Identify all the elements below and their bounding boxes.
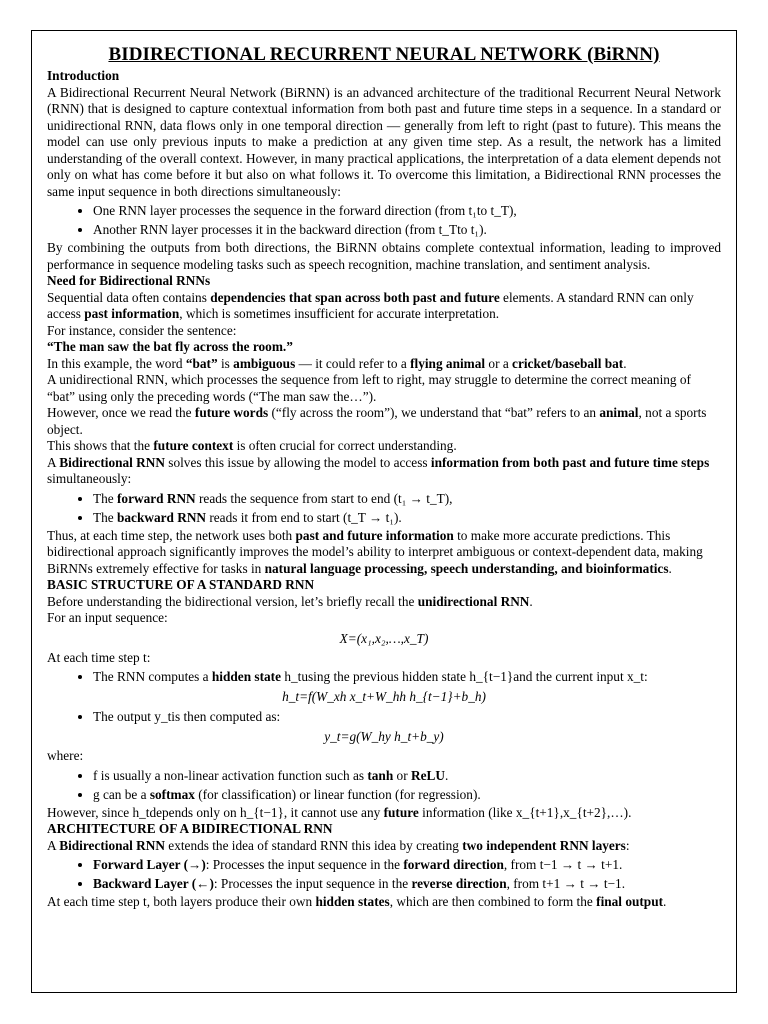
equation-hidden-state: h_t=f(W_xh x_t+W_hh h_{t−1}+b_h): [282, 689, 486, 704]
list-item: • One RNN layer processes the sequence in the forward direction (from t₁to t_T),: [93, 202, 721, 219]
list-item: • Forward Layer (→): Processes the input sequence in the forward direction, from t−1 → t → t+1.: [93, 856, 721, 873]
list-item: • The forward RNN reads the sequence from start to end (t₁ → t_T),: [93, 490, 721, 507]
list-item: • f is usually a non-linear activation function such as tanh or ReLU.: [93, 767, 721, 784]
basic-paragraph-4: However, since h_tdepends only on h_{t−1}, it cannot use any future information (like x_{t+1},x_{t+2},…).: [47, 804, 632, 820]
list-item: • Another RNN layer processes it in the backward direction (from t_Tto t₁).: [93, 221, 721, 238]
heading-need: Need for Bidirectional RNNs: [47, 273, 211, 288]
where-label: where:: [47, 748, 84, 763]
example-sentence: “The man saw the bat fly across the room.”: [47, 339, 293, 354]
output-list: [47, 708, 721, 725]
basic-paragraph-1: Before understanding the bidirectional version, let’s briefly recall the unidirectional RNN.: [47, 593, 533, 609]
heading-architecture: ARCHITECTURE OF A BIDIRECTIONAL RNN: [47, 821, 333, 836]
need-paragraph-4: A unidirectional RNN, which processes the sequence from left to right, may struggle to determine the correct meaning of “bat” using only the preceding words (“The man saw the…”).: [47, 372, 691, 404]
need-paragraph-8: Thus, at each time step, the network uses both past and future information to make more accurate predictions. This bidirectional approach significantly improves the model’s ability to interpret ambiguous or context-dependent data, making BiRNNs extremely effective for tasks in natural language processing, speech understanding, and bioinformatics.: [47, 527, 703, 576]
heading-introduction: Introduction: [47, 68, 120, 83]
need-paragraph-5: However, once we read the future words (“fly across the room”), we understand that “bat” refers to an animal, not a sports object.: [47, 405, 707, 437]
list-item: • g can be a softmax (for classification) or linear function (for regression).: [93, 786, 721, 803]
list-item: • Backward Layer (←): Processes the input sequence in the reverse direction, from t+1 → t → t−1.: [93, 875, 721, 892]
intro-direction-list: [47, 202, 721, 238]
list-item: • The backward RNN reads it from end to start (t_T → t₁).: [93, 509, 721, 526]
activation-list: [47, 767, 721, 803]
equation-input-sequence: X=(x₁,x₂,…,x_T): [339, 630, 429, 646]
equation-output: y_t=g(W_hy h_t+b_y): [324, 729, 444, 744]
need-paragraph-7: A Bidirectional RNN solves this issue by allowing the model to access information from both past and future time steps simultaneously:: [47, 454, 710, 486]
layer-list: [47, 856, 721, 892]
list-item: • The output y_tis then computed as:: [93, 708, 721, 725]
list-item: • The RNN computes a hidden state h_tusing the previous hidden state h_{t−1}and the current input x_t:: [93, 668, 721, 685]
need-paragraph-1: Sequential data often contains dependencies that span across both past and future elements. A standard RNN can only access past information, which is sometimes insufficient for accurate interpretation.: [47, 289, 694, 321]
need-direction-list: [47, 490, 721, 526]
arch-paragraph-2: At each time step t, both layers produce their own hidden states, which are then combined to form the final output.: [47, 894, 667, 909]
intro-paragraph-1: A Bidirectional Recurrent Neural Network (BiRNN) is an advanced architecture of the traditional Recurrent Neural Network (RNN) that is designed to capture contextual information from both past and future time steps in a sequence. In a standard or unidirectional RNN, data flows only in one temporal direction — generally from left to right (past to future). This means the model can use only previous inputs to make a prediction at any given time step. As a result, the network has a limited understanding of the overall context. However, in many practical applications, the interpretation of a data element depends not only on what has come before it but also on what follows it. To overcome this limitation, a Bidirectional RNN processes the same input sequence in both directions simultaneously:: [47, 84, 721, 199]
hidden-state-list: [47, 668, 721, 685]
document-page: [31, 30, 737, 993]
need-paragraph-2: For instance, consider the sentence:: [47, 322, 237, 338]
arch-paragraph-1: A Bidirectional RNN extends the idea of standard RNN this idea by creating two independent RNN layers:: [47, 837, 630, 853]
basic-paragraph-2: For an input sequence:: [47, 610, 168, 625]
need-paragraph-6: This shows that the future context is often crucial for correct understanding.: [47, 438, 457, 453]
basic-paragraph-3: At each time step t:: [47, 649, 151, 665]
intro-paragraph-2: By combining the outputs from both directions, the BiRNN obtains complete contextual information, leading to improved performance in sequence modeling tasks such as speech recognition, machine translation, and sentiment analysis.: [47, 240, 721, 272]
heading-basic-structure: BASIC STRUCTURE OF A STANDARD RNN: [47, 577, 315, 592]
document-title: BIDIRECTIONAL RECURRENT NEURAL NETWORK (BiRNN): [108, 44, 660, 65]
need-paragraph-3: In this example, the word “bat” is ambiguous — it could refer to a flying animal or a cricket/baseball bat.: [47, 355, 627, 371]
